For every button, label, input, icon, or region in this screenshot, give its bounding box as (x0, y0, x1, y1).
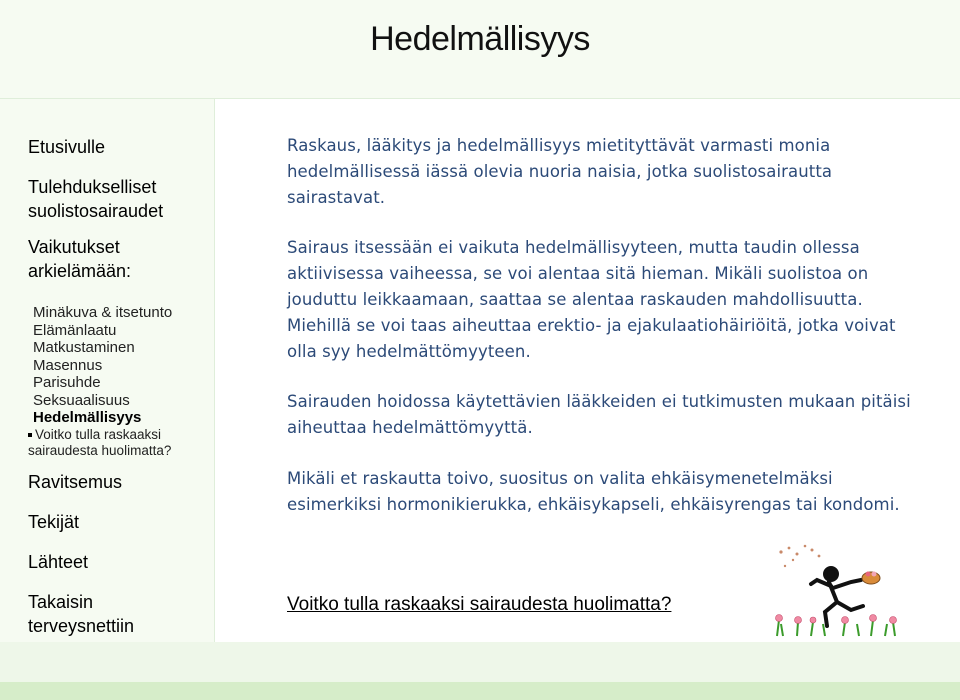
sidebar-item-takaisin[interactable]: Takaisin terveysnettiin (28, 592, 135, 636)
subnav-item-matkustaminen[interactable]: Matkustaminen (33, 339, 135, 356)
subnav-item-elamanlaatu[interactable]: Elämänlaatu (33, 321, 117, 339)
subnav-item-seksuaalisuus[interactable]: Seksuaalisuus (33, 391, 130, 409)
sidebar-item-vaikutukset[interactable]: Vaikutukset arkielämään: (28, 237, 132, 281)
link-voitko-tulla-raskaaksi[interactable]: Voitko tulla raskaaksi sairaudesta huolimatta? (287, 594, 672, 615)
header (0, 0, 960, 99)
sidebar-item-tulehdukselliset[interactable]: Tulehdukselliset suolistosairaudet (28, 177, 164, 221)
running-figure-clipart (767, 540, 907, 640)
subnav-item-minakuva[interactable]: Minäkuva & itsetunto (33, 304, 173, 321)
footer-stripe (0, 682, 960, 700)
paragraph-contraception: Mikäli et raskautta toivo, suositus on valita ehkäisymenetelmäksi esimerkiksi hormonikierukka, ehkäisykapseli, ehkäisyrengas tai kondomi. (287, 469, 900, 514)
sidebar-subnav (28, 304, 213, 459)
subnav-item-parisuhde[interactable]: Parisuhde (33, 374, 101, 391)
footer-band (0, 642, 960, 682)
subnav-subitem-voitko[interactable] (28, 427, 213, 459)
paragraph-effects: Sairaus itsessään ei vaikuta hedelmällisyyteen, mutta taudin ollessa aktiivisessa vaiheessa, se voi alentaa sitä hieman. Mikäli suolistoa on jouduttu leikkaamaan, saattaa se alentaa raskauden mahdollisuutta. Miehillä se voi taas aiheuttaa erektio- ja ejakulaatiohäiriöitä, jotka voivat olla syy hedelmättömyyteen. (287, 238, 896, 361)
sidebar (0, 99, 215, 642)
sidebar-item-lahteet[interactable]: Lähteet (28, 552, 89, 572)
sidebar-item-ravitsemus[interactable]: Ravitsemus (28, 472, 123, 492)
paragraph-intro: Raskaus, lääkitys ja hedelmällisyys mietityttävät varmasti monia hedelmällisessä iässä olevia nuoria naisia, jotka suolistosairautta sairastavat. (287, 136, 833, 207)
subnav-subitem-label: Voitko tulla raskaaksi sairaudesta huolimatta? (28, 426, 172, 458)
sidebar-item-tekijat[interactable]: Tekijät (28, 512, 80, 532)
subnav-item-masennus[interactable]: Masennus (33, 356, 103, 374)
paragraph-medication: Sairauden hoidossa käytettävien lääkkeiden ei tutkimusten mukaan pitäisi aiheuttaa hedelmättömyyttä. (287, 392, 911, 437)
subnav-item-hedelmallisyys[interactable]: Hedelmällisyys (33, 409, 142, 426)
page-title: Hedelmällisyys (370, 20, 590, 58)
bullet-square-icon (28, 433, 32, 437)
sidebar-item-etusivulle[interactable]: Etusivulle (28, 137, 106, 157)
